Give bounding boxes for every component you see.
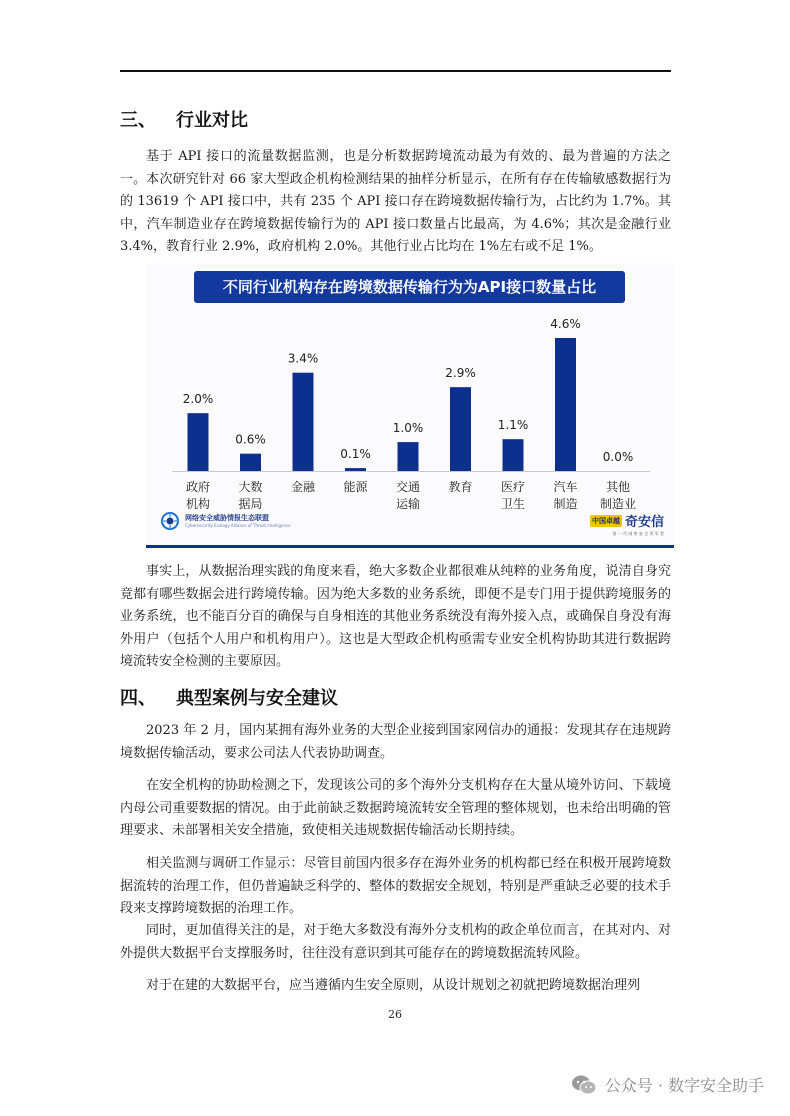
watermark-text: 公众号 · 数字安全助手: [604, 1076, 764, 1095]
section-3-paragraph: 基于 API 接口的流量数据监测，也是分析数据跨境流动最为有效的、最为普遍的方法之一。本次研究针对 66 家大型政企机构检测结果的抽样分析显示，在所有存在传输敏感数据行为的 13619 个 API 接口中，共有 235 个 API 接口存在跨境数据传输行为，占比约为 1.7%。其中，汽车制造业存在跨境数据传输行为的 API 接口数量占比最高，为 4.6%；其次是金融行业 3.4%，教育行业 2.9%，政府机构 2.0%。其他行业占比均在 1%左右或不足 1%。: [120, 149, 671, 255]
data-label-2: 3.4%: [287, 351, 319, 366]
category-label-3-0: 能源: [343, 480, 368, 494]
section-3-number: 三、: [120, 110, 156, 131]
brand-slogan: 第 一 代 网 络 安 全 领 军 者: [612, 531, 664, 536]
brand-tag: 中国卓越: [591, 516, 620, 525]
category-label-8-1: 制造业: [599, 497, 637, 511]
section-4-paragraph-5: 对于在建的大数据平台，应当遵循内生安全原则，从设计规划之初就把跨境数据治理列: [146, 978, 641, 993]
section-4-paragraph-2: 在安全机构的协助检测之下，发现该公司的多个海外分支机构存在大量从境外访问、下载境内母公司重要数据的情况。由于此前缺乏数据跨境流转安全管理的整体规划，也未给出明确的管理要求、未部署相关安全措施，致使相关违规数据传输活动长期持续。: [120, 778, 671, 839]
section-4-heading: [120, 684, 338, 710]
industry-chart: [146, 263, 674, 548]
section-4-paragraph-4: 同时，更加值得关注的是，对于绝大多数没有海外分支机构的政企单位而言，在其对内、对外提供大数据平台支撑服务时，往往没有意识到其可能存在的跨境数据流转风险。: [120, 923, 671, 961]
section-4-paragraph-1: 2023 年 2 月，国内某拥有海外业务的大型企业接到国家网信办的通报：发现其存在违规跨境数据传输活动，要求公司法人代表协助调查。: [120, 723, 671, 761]
category-label-0-0: 政府: [185, 480, 211, 494]
page-number: 26: [388, 1008, 402, 1021]
header-rule: [120, 70, 671, 72]
data-label-0: 2.0%: [182, 392, 214, 407]
section-3-title: 行业对比: [176, 110, 248, 131]
bar-2: [293, 373, 314, 471]
alliance-logo: [160, 511, 291, 531]
data-label-4: 1.0%: [392, 421, 424, 436]
chart-title: 不同行业机构存在跨境数据传输行为为API接口数量占比: [194, 271, 625, 303]
category-label-6-1: 卫生: [500, 497, 526, 511]
watermark: [571, 1073, 764, 1096]
data-label-3: 0.1%: [340, 447, 371, 462]
bar-7: [555, 338, 576, 471]
chart-plot: [146, 263, 674, 545]
data-label-8: 0.0%: [602, 450, 634, 464]
category-label-5-0: 教育: [448, 480, 473, 494]
section-4-paragraph-3: 相关监测与调研工作显示：尽管目前国内很多存在海外业务的机构都已经在积极开展跨境数据流转的治理工作，但仍普遍缺乏科学的、整体的数据安全规划，特别是严重缺乏必要的技术手段来支撑跨境数据的治理工作。: [120, 856, 671, 917]
category-label-6-0: 医疗: [500, 480, 526, 494]
category-label-7-0: 汽车: [553, 480, 578, 494]
category-label-1-0: 大数: [238, 480, 263, 494]
section-3-heading: [120, 106, 248, 132]
bar-3: [345, 468, 366, 471]
category-label-4-1: 运输: [395, 497, 421, 511]
data-label-6: 1.1%: [497, 418, 529, 433]
section-4-title: 典型案例与安全建议: [176, 688, 338, 709]
data-label-1: 0.6%: [235, 432, 266, 447]
data-label-7: 4.6%: [550, 317, 581, 331]
bar-0: [188, 413, 209, 471]
alliance-emblem-icon: [160, 511, 180, 531]
bar-4: [398, 442, 419, 471]
brand-name: 奇安信: [624, 515, 664, 530]
alliance-subtitle: Cybersecurity Ecology Alliance of Threat Intelligence: [185, 522, 291, 528]
category-label-4-0: 交通: [395, 480, 421, 494]
category-label-0-1: 机构: [185, 497, 211, 511]
bar-5: [450, 387, 471, 471]
category-label-1-1: 据局: [238, 497, 263, 511]
section-4-number: 四、: [120, 688, 156, 709]
category-label-7-1: 制造: [553, 497, 578, 511]
bar-6: [503, 439, 524, 471]
category-label-2-0: 金融: [290, 480, 316, 494]
wechat-icon: [571, 1074, 597, 1096]
paragraph-after-chart: 事实上，从数据治理实践的角度来看，绝大多数企业都很难从纯粹的业务角度，说清自身究竟都有哪些数据会进行跨境传输。因为绝大多数的业务系统，即便不是专门用于提供跨境服务的业务系统，也不能百分百的确保与自身相连的其他业务系统没有海外接入点，或确保自身没有海外用户（包括个人用户和机构用户）。这也是大型政企机构亟需专业安全机构协助其进行数据跨境流转安全检测的主要原因。: [120, 564, 671, 670]
alliance-name: 网络安全威胁情报生态联盟: [185, 513, 269, 522]
data-label-5: 2.9%: [445, 366, 476, 381]
category-label-8-0: 其他: [605, 480, 631, 494]
bar-1: [240, 454, 261, 471]
qianxin-logo: [590, 511, 664, 537]
